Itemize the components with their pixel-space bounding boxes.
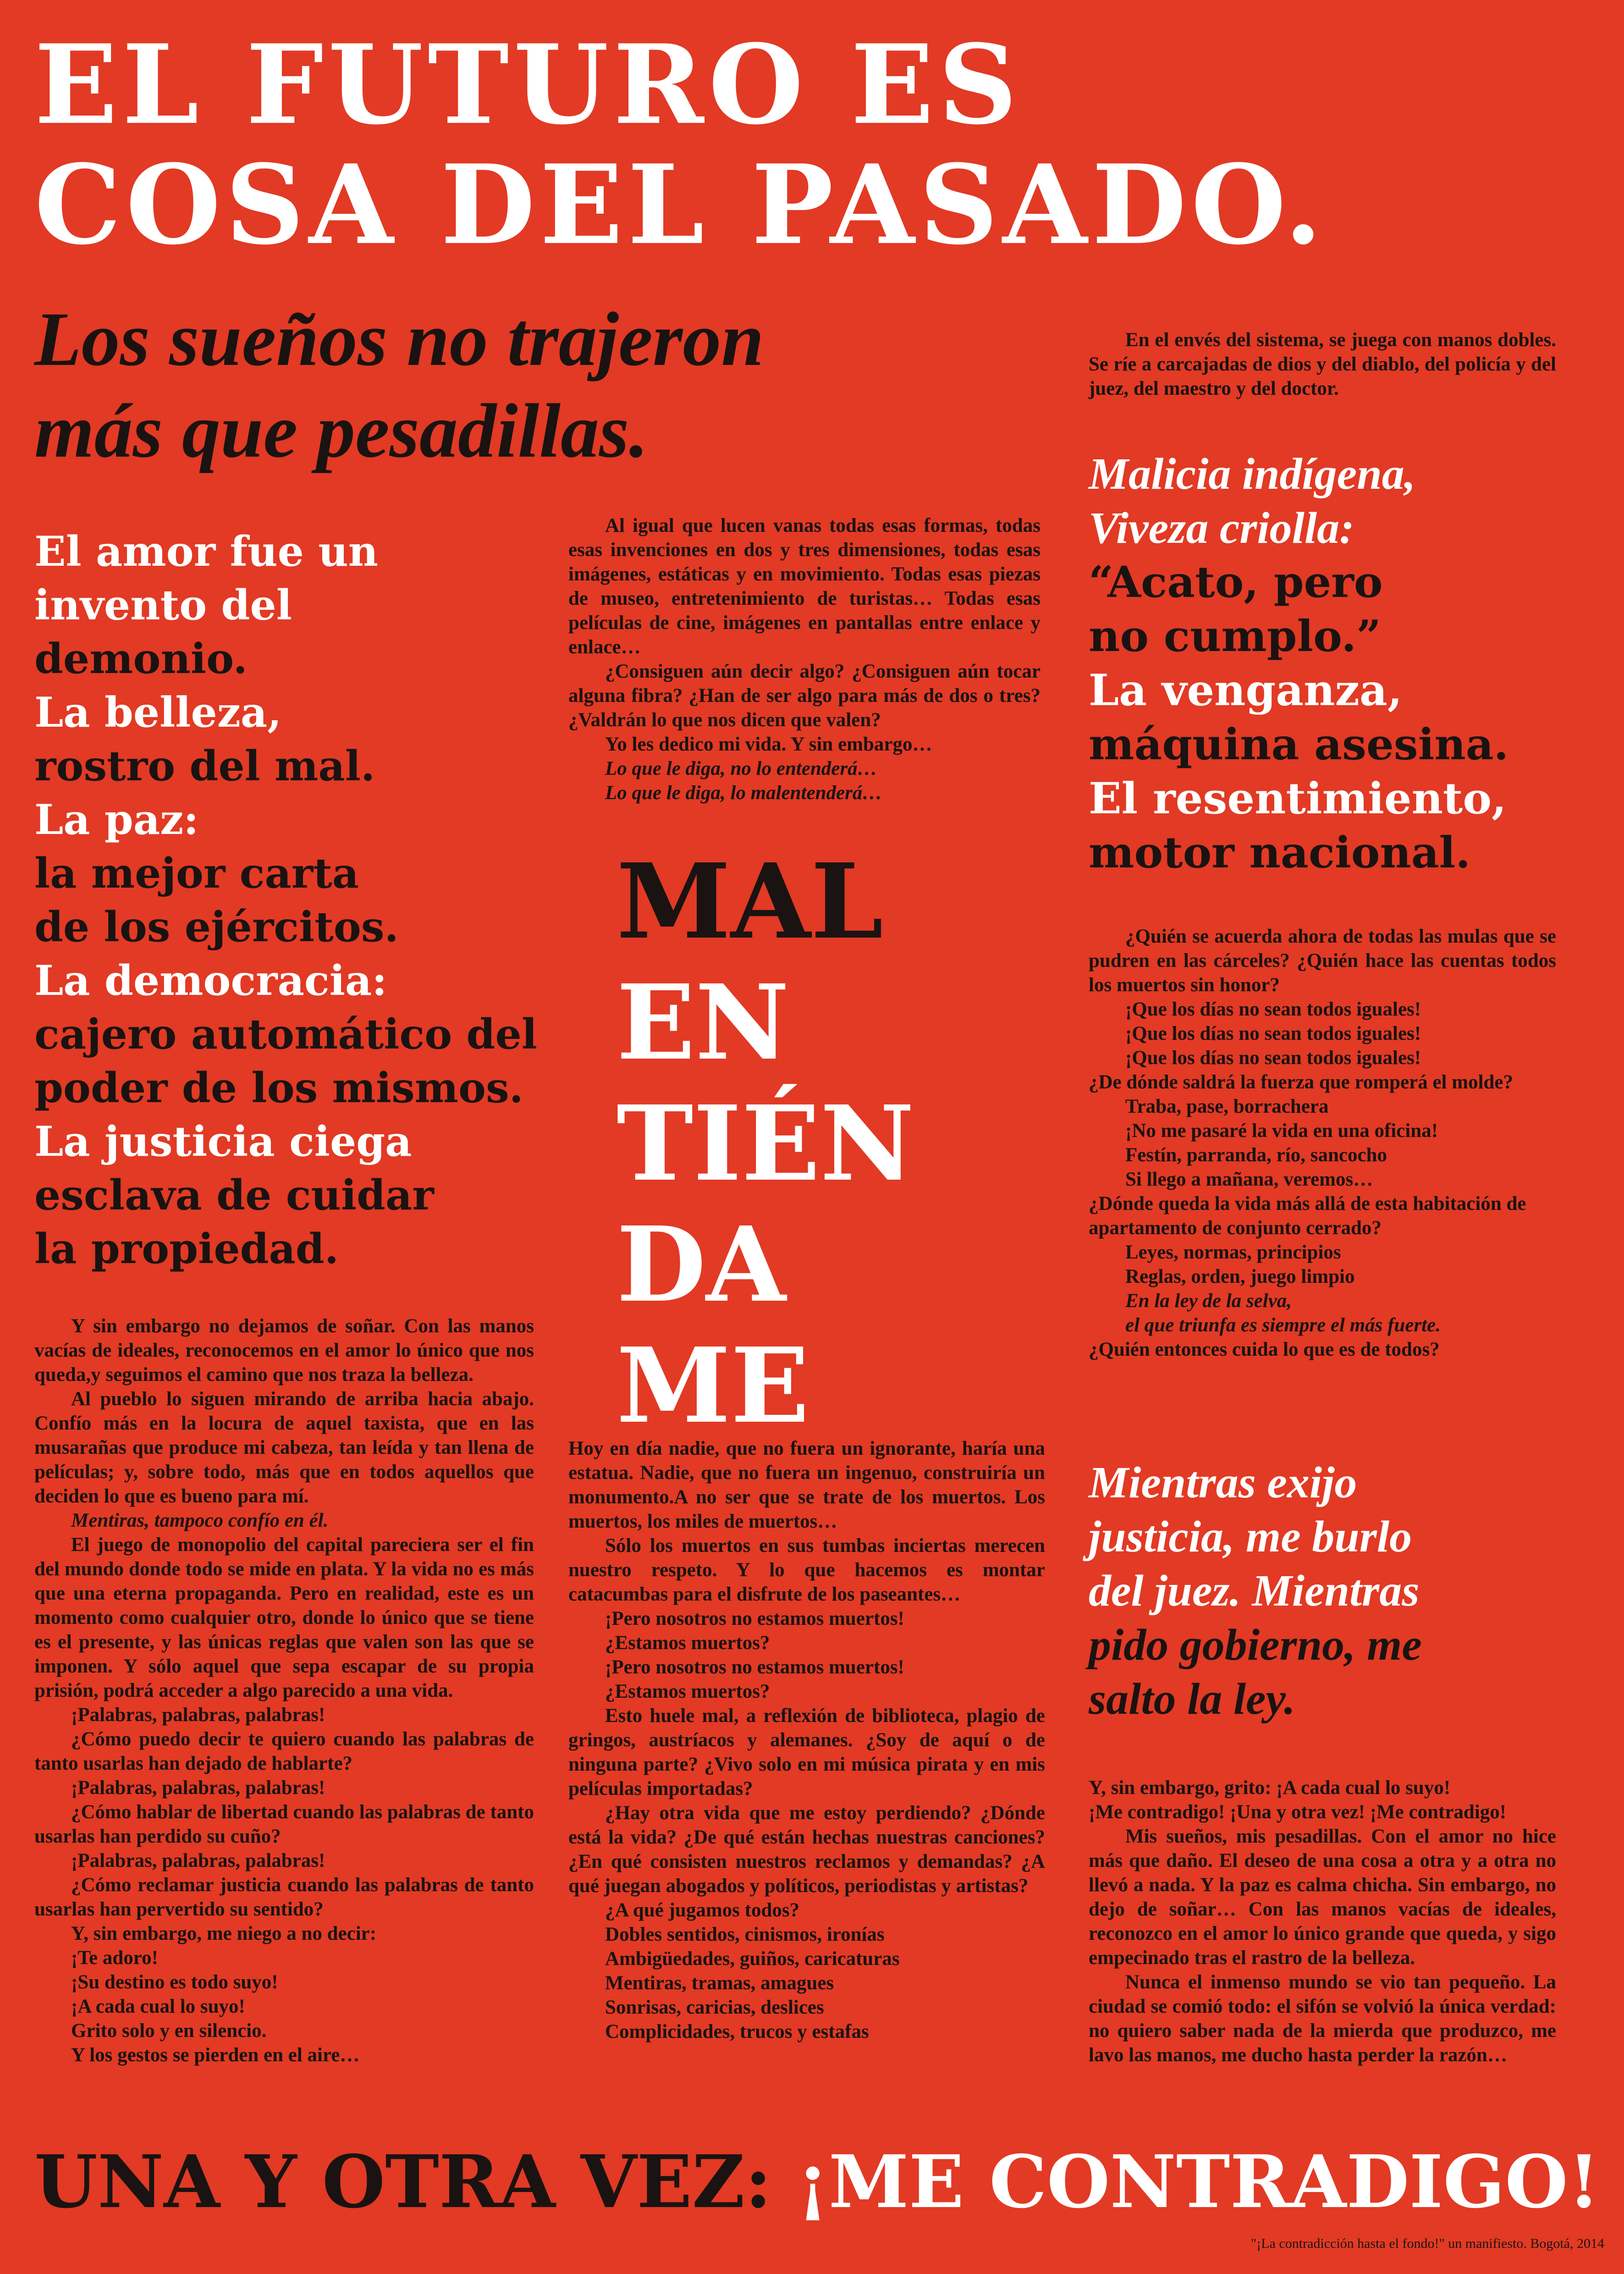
paragraph: Sonrisas, caricias, deslices bbox=[605, 1997, 824, 2018]
paragraph: ¿Estamos muertos? bbox=[605, 1632, 770, 1654]
right-middle-text bbox=[1089, 924, 1556, 1362]
paragraph: el que triunfa es siempre el más fuerte. bbox=[1125, 1314, 1441, 1336]
paragraph: Lo que le diga, no lo entenderá… bbox=[605, 758, 877, 779]
poem-line: poder de los mismos. bbox=[34, 1064, 523, 1112]
paragraph: Y sin embargo no dejamos de soñar. Con las manos vacías de ideales, reconocemos en el amor lo único que nos queda,y seguimos el camino que nos traza la belleza. bbox=[34, 1315, 534, 1385]
paragraph: Hoy en día nadie, que no fuera un ignorante, haría una estatua. Nadie, que no fuera un ingenuo, construiría un monumento.A no ser que se trate de los muertos. Los muertos, los miles de muertos… bbox=[568, 1438, 1045, 1532]
quote-line: no cumplo.” bbox=[1089, 611, 1382, 662]
paragraph: ¿Hay otra vida que me estoy perdiendo? ¿Dónde está la vida? ¿De qué están hechas nuestras canciones? ¿En qué consisten nuestros reclamos y demandas? ¿A qué juegan abogados y políticos, periodistas y artistas? bbox=[568, 1802, 1045, 1897]
subtitle bbox=[34, 293, 1070, 477]
poem-line: La democracia: bbox=[34, 956, 387, 1005]
center-bottom-text bbox=[568, 1436, 1045, 2044]
left-poem bbox=[34, 525, 552, 1276]
paragraph: En el envés del sistema, se juega con manos dobles. Se ríe a carcajadas de dios y del diablo, del policía y del juez, del maestro y del doctor. bbox=[1089, 329, 1556, 399]
contra-line: pido gobierno, me bbox=[1089, 1620, 1422, 1670]
contra-line: justicia, me burlo bbox=[1089, 1512, 1412, 1562]
paragraph: ¿De dónde saldrá la fuerza que romperá el molde? bbox=[1089, 1071, 1514, 1093]
contra-line: Mientras exijo bbox=[1089, 1458, 1357, 1507]
poem-line: la mejor carta bbox=[34, 849, 359, 898]
paragraph: Traba, pase, borrachera bbox=[1125, 1096, 1329, 1117]
paragraph: Nunca el inmenso mundo se vio tan pequeño. La ciudad se comió todo: el sifón se volvió la única verdad: no quiero saber nada de la mierda que produzco, me lavo las manos, me ducho hasta perder la razón… bbox=[1089, 1971, 1556, 2066]
mal-syllable: ME bbox=[617, 1325, 809, 1446]
quote-line: máquina asesina. bbox=[1089, 719, 1509, 770]
paragraph: Mentiras, tampoco confío en él. bbox=[71, 1510, 329, 1531]
contra-line: del juez. Mientras bbox=[1089, 1566, 1420, 1616]
main-title bbox=[34, 21, 1602, 269]
poem-line: la propiedad. bbox=[34, 1225, 339, 1273]
title-line-1: EL FUTURO ES bbox=[34, 21, 1022, 149]
poem-line: de los ejércitos. bbox=[34, 903, 399, 951]
paragraph: Mentiras, tramas, amagues bbox=[605, 1972, 834, 1994]
credit-line: "¡La contradicción hasta el fondo!" un manifiesto. Bogotá, 2014 bbox=[1251, 2236, 1604, 2251]
paragraph: ¿Cómo puedo decir te quiero cuando las palabras de tanto usarlas han dejado de hablarte? bbox=[34, 1728, 534, 1774]
paragraph: ¿Quién entonces cuida lo que es de todos? bbox=[1089, 1339, 1440, 1360]
paragraph: Si llego a mañana, veremos… bbox=[1125, 1169, 1373, 1190]
paragraph: Y, sin embargo, me niego a no decir: bbox=[71, 1923, 377, 1944]
paragraph: Y, sin embargo, grito: ¡A cada cual lo suyo! bbox=[1089, 1777, 1451, 1799]
right-bottom-text bbox=[1089, 1776, 1556, 2067]
paragraph: ¿Consiguen aún decir algo? ¿Consiguen aún tocar alguna fibra? ¿Han de ser algo para más de dos o tres? ¿Valdrán lo que nos dicen que valen? bbox=[568, 661, 1040, 731]
poem-line: rostro del mal. bbox=[34, 742, 375, 790]
right-top-text bbox=[1089, 328, 1556, 401]
footer-part-2: ¡ME CONTRADIGO! bbox=[797, 2140, 1600, 2224]
paragraph: Mis sueños, mis pesadillas. Con el amor no hice más que daño. El deseo de una cosa a otra y a otra no llevó a nada. Y la paz es calma chicha. Sin embargo, no dejo de soñar… Con las manos vacías de ideales, reconozco en el amor lo único grande que queda, y sigo empecinado tras el rastro de la belleza. bbox=[1089, 1826, 1556, 1969]
paragraph: ¿Cómo hablar de libertad cuando las palabras de tanto usarlas han perdido su cuño? bbox=[34, 1801, 534, 1847]
paragraph: ¿Dónde queda la vida más allá de esta habitación de apartamento de conjunto cerrado? bbox=[1089, 1193, 1526, 1239]
poem-line: cajero automático del bbox=[34, 1010, 537, 1059]
paragraph: En la ley de la selva, bbox=[1125, 1290, 1292, 1312]
mal-syllable: MAL bbox=[617, 841, 883, 962]
footer-part-1: UNA Y OTRA VEZ: bbox=[34, 2140, 772, 2224]
poem-line: esclava de cuidar bbox=[34, 1171, 434, 1220]
paragraph: ¡No me pasaré la vida en una oficina! bbox=[1125, 1120, 1438, 1142]
poem-line: El amor fue un bbox=[34, 527, 379, 576]
paragraph: Al pueblo lo siguen mirando de arriba hacia abajo. Confío más en la locura de aquel taxista, que en las musarañas que produce mi cabeza, tan leída y tan llena de películas; y, sobre todo, más que en todos aquellos que deciden lo que es bueno para mí. bbox=[34, 1388, 534, 1507]
paragraph: Dobles sentidos, cinismos, ironías bbox=[605, 1924, 885, 1945]
paragraph: ¡Pero nosotros no estamos muertos! bbox=[605, 1608, 904, 1629]
paragraph: Festín, parranda, río, sancocho bbox=[1125, 1144, 1387, 1166]
paragraph: ¡Que los días no sean todos iguales! bbox=[1125, 999, 1421, 1020]
center-top-text bbox=[568, 513, 1040, 805]
paragraph: ¡Su destino es todo suyo! bbox=[71, 1971, 278, 1993]
paragraph: Grito solo y en silencio. bbox=[71, 2020, 267, 2042]
quote-line: La venganza, bbox=[1089, 665, 1403, 716]
quote-line: El resentimiento, bbox=[1089, 773, 1507, 824]
paragraph: ¿Quién se acuerda ahora de todas las mulas que se pudren en las cárceles? ¿Quién hace las cuentas todos los muertos sin honor? bbox=[1089, 926, 1556, 996]
paragraph: Esto huele mal, a reflexión de biblioteca, plagio de gringos, austríacos y alemanes. ¿Soy de aquí o de ninguna parte? ¿Vivo solo en mi música pirata y en mis películas importadas? bbox=[568, 1705, 1045, 1799]
paragraph: El juego de monopolio del capital pareciera ser el fin del mundo donde todo se mide en plata. Y la vida no es más que una eterna propaganda. Pero en realidad, este es un momento como cualquier otro, donde lo único que se tiene es el presente, y las únicas reglas que valen son las que se imponen. Y sólo aquel que sepa escapar de su propia prisión, podrá acceder a algo parecido a una vida. bbox=[34, 1534, 534, 1701]
paragraph: Leyes, normas, principios bbox=[1125, 1242, 1341, 1263]
contra-line: salto la ley. bbox=[1089, 1674, 1295, 1724]
paragraph: ¿Estamos muertos? bbox=[605, 1681, 770, 1702]
paragraph: ¿Cómo reclamar justicia cuando las palabras de tanto usarlas han pervertido su sentido? bbox=[34, 1874, 534, 1920]
paragraph: ¿A qué jugamos todos? bbox=[605, 1899, 800, 1921]
poem-line: La belleza, bbox=[34, 688, 282, 737]
paragraph: Reglas, orden, juego limpio bbox=[1125, 1266, 1355, 1287]
paragraph: ¡Palabras, palabras, palabras! bbox=[71, 1850, 325, 1871]
mal-syllable: DA bbox=[617, 1204, 786, 1325]
paragraph: ¡Palabras, palabras, palabras! bbox=[71, 1777, 325, 1799]
title-line-2: COSA DEL PASADO. bbox=[34, 141, 1327, 269]
quote-line: Viveza criolla: bbox=[1089, 503, 1354, 553]
quote-line: Malicia indígena, bbox=[1089, 449, 1416, 499]
paragraph: Lo que le diga, lo malentenderá… bbox=[605, 782, 882, 804]
poem-line: La paz: bbox=[34, 795, 199, 844]
poem-line: invento del bbox=[34, 581, 292, 629]
right-quote-block bbox=[1089, 447, 1593, 880]
paragraph: Complicidades, trucos y estafas bbox=[605, 2021, 869, 2042]
paragraph: Ambigüedades, guiños, caricaturas bbox=[605, 1948, 900, 1970]
paragraph: ¡Que los días no sean todos iguales! bbox=[1125, 1047, 1421, 1069]
quote-line: “Acato, pero bbox=[1089, 557, 1383, 607]
paragraph: Sólo los muertos en sus tumbas inciertas merecen nuestro respeto. Y lo que hacemos es montar catacumbas para el disfrute de los paseantes… bbox=[568, 1535, 1045, 1605]
quote-line: motor nacional. bbox=[1089, 828, 1471, 878]
paragraph: ¡Me contradigo! ¡Una y otra vez! ¡Me contradigo! bbox=[1089, 1801, 1507, 1823]
poem-line: La justicia ciega bbox=[34, 1117, 412, 1166]
paragraph: Al igual que lucen vanas todas esas formas, todas esas invenciones en dos y tres dimensiones, todas esas imágenes, estáticas y en movimiento. Todas esas piezas de museo, entretenimiento de turistas… Todas esas películas de cine, imágenes en pantallas entre enlace y enlace… bbox=[568, 515, 1040, 658]
paragraph: ¡Pero nosotros no estamos muertos! bbox=[605, 1656, 904, 1678]
paragraph: ¡A cada cual lo suyo! bbox=[71, 1996, 245, 2017]
subtitle-line-2: más que pesadillas. bbox=[34, 388, 649, 474]
subtitle-line-1: Los sueños no trajeron bbox=[34, 297, 764, 382]
paragraph: ¡Que los días no sean todos iguales! bbox=[1125, 1023, 1421, 1044]
right-contradiction-block bbox=[1089, 1456, 1593, 1726]
paragraph: Yo les dedico mi vida. Y sin embargo… bbox=[605, 734, 932, 755]
poem-line: demonio. bbox=[34, 635, 248, 683]
left-body-text bbox=[34, 1314, 534, 2067]
mal-syllable: TIÉN bbox=[617, 1083, 914, 1204]
malentiendame-heading bbox=[617, 841, 983, 1446]
paragraph: Y los gestos se pierden en el aire… bbox=[71, 2044, 360, 2066]
mal-syllable: EN bbox=[617, 962, 790, 1083]
paragraph: ¡Te adoro! bbox=[71, 1947, 158, 1969]
paragraph: ¡Palabras, palabras, palabras! bbox=[71, 1704, 325, 1726]
footer-headline bbox=[34, 2140, 1602, 2224]
